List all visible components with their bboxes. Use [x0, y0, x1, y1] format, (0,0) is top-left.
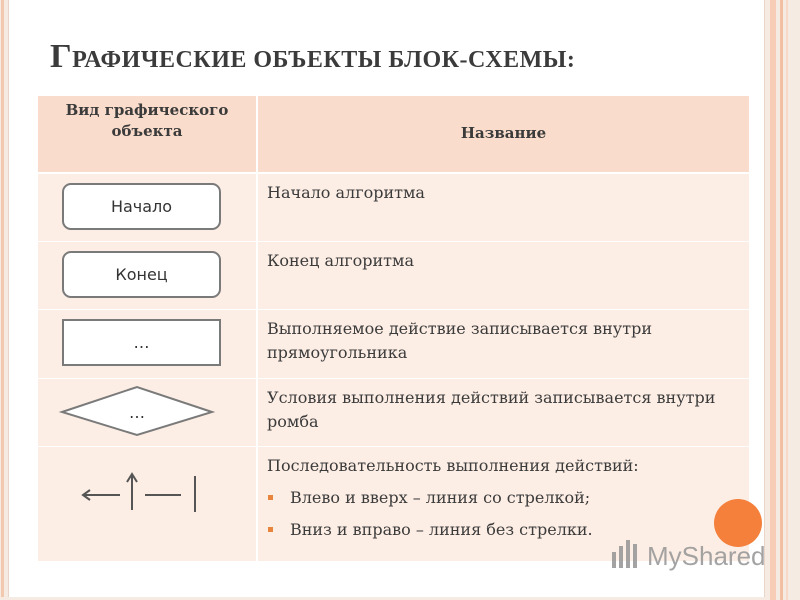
shape-cell — [38, 173, 257, 241]
end-terminal-shape: Конец — [62, 251, 221, 298]
shape-cell — [38, 241, 257, 309]
header-shape-label: Вид графического объекта — [65, 101, 229, 140]
flow-lines-shape — [38, 447, 256, 562]
title-rest: РАФИЧЕСКИЕ ОБЪЕКТЫ БЛОК-СХЕМЫ: — [72, 47, 576, 73]
header-cell-shape — [38, 96, 257, 173]
right-stripe — [786, 0, 788, 600]
row-description: Условия выполнения действий записывается внутри ромба — [267, 387, 716, 431]
logo-bar-icon — [612, 552, 616, 568]
start-terminal-shape: Начало — [62, 183, 221, 230]
bullet-icon — [268, 495, 273, 500]
description-cell — [257, 309, 749, 378]
logo-bar-icon — [633, 544, 637, 568]
right-stripe — [770, 0, 776, 600]
header-name-label: Название — [460, 124, 547, 142]
list-item-text: Вниз и вправо – линия без стрелки. — [290, 519, 593, 539]
table-row — [38, 378, 749, 446]
right-stripe — [780, 0, 783, 600]
table-header-row — [38, 96, 749, 173]
row-description: Конец алгоритма — [267, 250, 414, 270]
list-item-text: Влево и вверх – линия со стрелкой; — [290, 487, 591, 507]
description-cell — [257, 241, 749, 309]
title-first-letter: Г — [50, 38, 73, 75]
list-item — [267, 482, 739, 514]
row-description: Выполняемое действие записывается внутри прямоугольника — [267, 318, 652, 362]
sequence-heading: Последовательность выполнения действий: — [267, 455, 639, 475]
left-stripe — [1, 0, 4, 597]
shape-cell — [38, 378, 257, 446]
process-rectangle-shape: … — [62, 319, 221, 366]
diamond-label: … — [129, 402, 145, 422]
table-row — [38, 241, 749, 309]
shape-cell — [38, 446, 257, 561]
watermark-text: MyShared — [647, 541, 766, 571]
decision-diamond-shape — [38, 379, 256, 447]
logo-bar-icon — [626, 540, 630, 568]
shape-cell — [38, 309, 257, 378]
shapes-table — [38, 96, 749, 561]
header-cell-name — [257, 96, 749, 173]
table-row — [38, 173, 749, 241]
row-description: Начало алгоритма — [267, 183, 425, 202]
myshared-watermark-logo — [609, 530, 769, 575]
description-cell — [257, 378, 749, 446]
slide-title — [50, 38, 575, 76]
description-cell — [257, 173, 749, 241]
logo-bar-icon — [619, 546, 623, 568]
table-row — [38, 309, 749, 378]
bullet-icon — [268, 527, 273, 532]
